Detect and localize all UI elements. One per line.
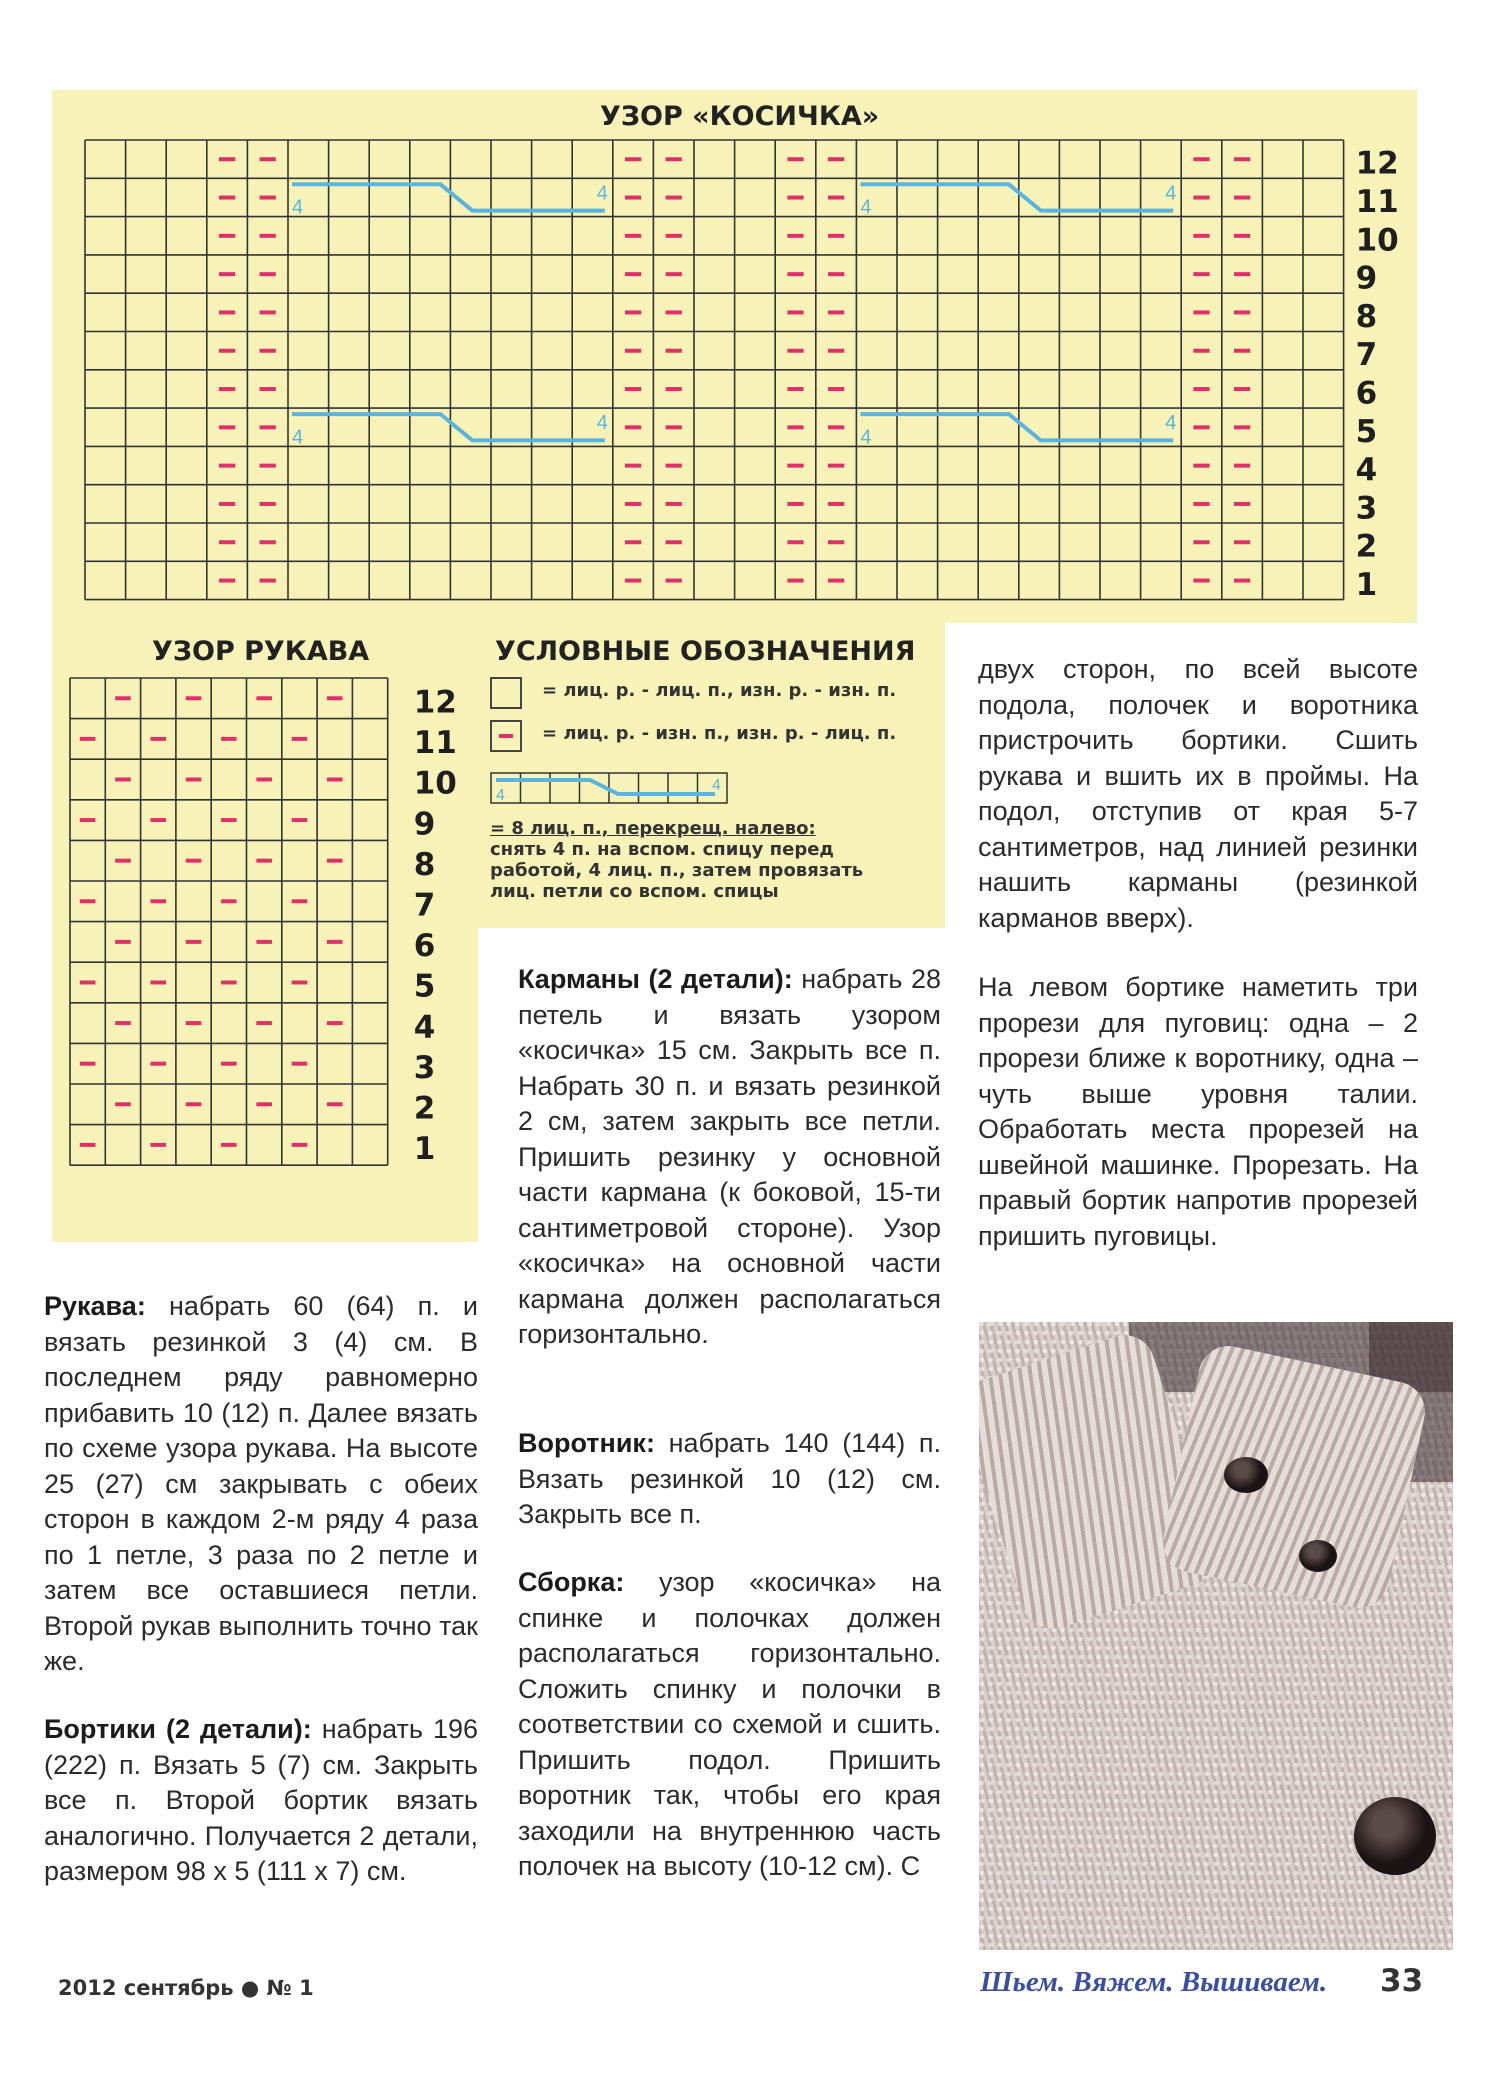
sleeve-purl-mark bbox=[80, 737, 96, 741]
footer-issue: 2012 сентябрь ● № 1 bbox=[58, 1976, 314, 2000]
sleeve-row-label: 4 bbox=[413, 1009, 436, 1046]
kosichka-purl-mark bbox=[828, 272, 844, 276]
photo-button-1 bbox=[1224, 1457, 1268, 1493]
kosichka-purl-mark bbox=[260, 425, 276, 429]
sleeve-row-label: 12 bbox=[413, 684, 457, 721]
kosichka-purl-mark bbox=[666, 272, 682, 276]
sleeve-purl-mark bbox=[150, 1143, 166, 1147]
kosichka-cable-number: 4 bbox=[596, 412, 608, 435]
kosichka-purl-mark bbox=[666, 502, 682, 506]
kosichka-row-label: 9 bbox=[1355, 260, 1378, 297]
sleeve-purl-mark bbox=[327, 1021, 343, 1025]
kosichka-purl-mark bbox=[787, 157, 803, 161]
sleeve-purl-mark bbox=[80, 1143, 96, 1147]
kosichka-purl-mark bbox=[625, 425, 641, 429]
kosichka-purl-mark bbox=[666, 157, 682, 161]
kosichka-purl-mark bbox=[219, 234, 235, 238]
sleeve-purl-mark bbox=[292, 1143, 308, 1147]
kosichka-purl-mark bbox=[1234, 157, 1250, 161]
kosichka-purl-mark bbox=[1193, 540, 1209, 544]
kosichka-purl-mark bbox=[787, 349, 803, 353]
sleeve-purl-mark bbox=[186, 777, 202, 781]
text-right-top-paragraph: двух сторон, по всей высоте подола, полочек и воротника пристрочить бортики. Сшить рукава и вшить их в проймы. На подол, отступив от края 5-7 сантиметров, над линией резинки нашить карманы (резинкой карманов вверх). bbox=[978, 654, 1418, 933]
kosichka-purl-mark bbox=[1193, 349, 1209, 353]
kosichka-purl-mark bbox=[787, 540, 803, 544]
kosichka-purl-mark bbox=[666, 196, 682, 200]
kosichka-purl-mark bbox=[219, 425, 235, 429]
kosichka-purl-mark bbox=[219, 579, 235, 583]
photo-collar-right bbox=[1158, 1341, 1431, 1614]
sleeve-purl-mark bbox=[150, 737, 166, 741]
sleeve-row-label: 3 bbox=[413, 1049, 436, 1086]
kosichka-row-label: 3 bbox=[1355, 490, 1378, 527]
kosichka-purl-mark bbox=[260, 502, 276, 506]
kosichka-cable-line bbox=[860, 184, 1173, 210]
text-right-top bbox=[978, 652, 1418, 936]
kosichka-purl-mark bbox=[260, 464, 276, 468]
sleeve-purl-mark bbox=[150, 899, 166, 903]
text-right-mid bbox=[978, 970, 1418, 1254]
sleeve-purl-mark bbox=[221, 980, 237, 984]
kosichka-purl-mark bbox=[1193, 234, 1209, 238]
sleeve-row-label: 5 bbox=[413, 968, 436, 1005]
legend-cable-line-3: работой, 4 лиц. п., затем провязать bbox=[490, 860, 864, 881]
kosichka-purl-mark bbox=[1193, 157, 1209, 161]
kosichka-cable-number: 4 bbox=[1165, 412, 1177, 435]
sleeve-purl-mark bbox=[150, 818, 166, 822]
sleeve-purl-mark bbox=[186, 940, 202, 944]
kosichka-purl-mark bbox=[219, 196, 235, 200]
sleeve-purl-mark bbox=[292, 980, 308, 984]
kosichka-purl-mark bbox=[625, 234, 641, 238]
legend-cable-number-left: 4 bbox=[496, 787, 505, 804]
sleeve-purl-mark bbox=[327, 777, 343, 781]
kosichka-purl-mark bbox=[828, 502, 844, 506]
sleeve-purl-mark bbox=[327, 696, 343, 700]
sleeve-purl-mark bbox=[80, 980, 96, 984]
photo-button-2 bbox=[1299, 1540, 1337, 1572]
collar-heading: Воротник: bbox=[518, 1428, 655, 1458]
kosichka-cable-number: 4 bbox=[860, 196, 872, 219]
kosichka-purl-mark bbox=[260, 196, 276, 200]
kosichka-purl-mark bbox=[260, 234, 276, 238]
kosichka-purl-mark bbox=[1193, 579, 1209, 583]
kosichka-purl-mark bbox=[666, 310, 682, 314]
kosichka-row-label: 8 bbox=[1355, 298, 1378, 335]
legend-cable-line-1: = 8 лиц. п., перекрещ. налево: bbox=[490, 818, 816, 839]
assembly-heading: Сборка: bbox=[518, 1567, 625, 1597]
kosichka-purl-mark bbox=[1234, 272, 1250, 276]
kosichka-purl-mark bbox=[260, 349, 276, 353]
sleeve-purl-mark bbox=[115, 1021, 131, 1025]
kosichka-purl-mark bbox=[1234, 387, 1250, 391]
text-sleeves bbox=[44, 1289, 478, 1680]
kosichka-purl-mark bbox=[666, 540, 682, 544]
assembly-body: узор «косичка» на спинке и полочках должен располагаться горизонтально. Сложить спинку и полочки в соответствии со схемой и сшить. Пришить подол. Пришить воротник так, чтобы его края заходили на внутреннюю часть полочек на высоту (10-12 см). С bbox=[518, 1567, 941, 1881]
kosichka-cable-line bbox=[292, 184, 605, 210]
sleeve-row-label: 8 bbox=[413, 846, 436, 883]
kosichka-purl-mark bbox=[219, 310, 235, 314]
legend-purl-swatch bbox=[490, 720, 522, 752]
legend-knit-text: = лиц. р. - лиц. п., изн. р. - изн. п. bbox=[542, 680, 897, 701]
kosichka-purl-mark bbox=[1193, 272, 1209, 276]
sleeve-purl-mark bbox=[80, 818, 96, 822]
kosichka-row-label: 6 bbox=[1355, 375, 1378, 412]
sleeve-grid bbox=[70, 678, 388, 1165]
kosichka-purl-mark bbox=[625, 157, 641, 161]
kosichka-purl-mark bbox=[828, 310, 844, 314]
kosichka-purl-mark bbox=[219, 464, 235, 468]
kosichka-purl-mark bbox=[666, 349, 682, 353]
sleeve-purl-mark bbox=[256, 859, 272, 863]
kosichka-cable-number: 4 bbox=[596, 182, 608, 205]
kosichka-row-label: 4 bbox=[1355, 452, 1378, 489]
kosichka-purl-mark bbox=[787, 464, 803, 468]
kosichka-purl-mark bbox=[666, 464, 682, 468]
footer-magazine-name: Шьем. Вяжем. Вышиваем. bbox=[980, 1966, 1328, 1998]
legend-cable-line-4: лиц. петли со вспом. спицы bbox=[490, 881, 779, 902]
pockets-heading: Карманы (2 детали): bbox=[518, 964, 793, 994]
legend-purl-text: = лиц. р. - изн. п., изн. р. - лиц. п. bbox=[542, 723, 897, 744]
kosichka-purl-mark bbox=[219, 502, 235, 506]
sleeve-purl-mark bbox=[327, 940, 343, 944]
footer-page-number: 33 bbox=[1380, 1963, 1424, 1999]
kosichka-purl-mark bbox=[787, 579, 803, 583]
sleeve-purl-mark bbox=[256, 940, 272, 944]
cardigan-photo bbox=[979, 1322, 1453, 1950]
kosichka-purl-mark bbox=[828, 464, 844, 468]
kosichka-purl-mark bbox=[219, 272, 235, 276]
sleeve-purl-mark bbox=[256, 1102, 272, 1106]
kosichka-purl-mark bbox=[260, 540, 276, 544]
sleeve-purl-mark bbox=[80, 899, 96, 903]
kosichka-cable-number: 4 bbox=[292, 196, 304, 219]
legend-purl-mark bbox=[499, 734, 513, 738]
sleeve-purl-mark bbox=[221, 818, 237, 822]
sleeve-row-label: 2 bbox=[413, 1090, 436, 1127]
bands-body: набрать 196 (222) п. Вязать 5 (7) см. Закрыть все п. Второй бортик вязать аналогично. Получается 2 детали, размером 98 х 5 (111 х 7) см. bbox=[44, 1714, 478, 1886]
kosichka-cable-line bbox=[860, 414, 1173, 440]
sleeve-purl-mark bbox=[256, 1021, 272, 1025]
sleeve-purl-mark bbox=[150, 980, 166, 984]
kosichka-purl-mark bbox=[1193, 464, 1209, 468]
kosichka-purl-mark bbox=[260, 387, 276, 391]
sleeve-purl-mark bbox=[115, 696, 131, 700]
kosichka-purl-mark bbox=[666, 425, 682, 429]
kosichka-purl-mark bbox=[828, 349, 844, 353]
kosichka-purl-mark bbox=[787, 502, 803, 506]
kosichka-purl-mark bbox=[219, 349, 235, 353]
sleeves-heading: Рукава: bbox=[44, 1291, 146, 1321]
sleeve-row-label: 1 bbox=[413, 1131, 436, 1168]
sleeve-purl-mark bbox=[292, 1062, 308, 1066]
sleeve-purl-mark bbox=[221, 1143, 237, 1147]
legend-title: УСЛОВНЫЕ ОБОЗНАЧЕНИЯ bbox=[495, 636, 916, 667]
legend-knit-swatch bbox=[490, 677, 522, 709]
kosichka-purl-mark bbox=[828, 425, 844, 429]
kosichka-purl-mark bbox=[787, 234, 803, 238]
kosichka-row-label: 10 bbox=[1355, 222, 1399, 259]
text-right-mid-paragraph: На левом бортике наметить три прорези для пуговиц: одна – 2 прорези ближе к воротнику, одна – чуть выше уровня талии. Обработать места прорезей на швейной машинке. Прорезать. На правый бортик напротив прорезей пришить пуговицы. bbox=[978, 972, 1418, 1251]
kosichka-purl-mark bbox=[625, 196, 641, 200]
kosichka-purl-mark bbox=[1234, 349, 1250, 353]
kosichka-purl-mark bbox=[828, 387, 844, 391]
sleeve-purl-mark bbox=[186, 1102, 202, 1106]
kosichka-purl-mark bbox=[666, 234, 682, 238]
kosichka-purl-mark bbox=[828, 579, 844, 583]
legend-cable-swatch bbox=[490, 772, 730, 806]
kosichka-purl-mark bbox=[828, 196, 844, 200]
kosichka-purl-mark bbox=[787, 272, 803, 276]
kosichka-purl-mark bbox=[1193, 196, 1209, 200]
sleeve-purl-mark bbox=[221, 737, 237, 741]
sleeve-purl-mark bbox=[292, 737, 308, 741]
kosichka-purl-mark bbox=[260, 272, 276, 276]
sleeve-row-label: 9 bbox=[413, 806, 436, 843]
kosichka-purl-mark bbox=[1193, 425, 1209, 429]
text-pockets bbox=[518, 962, 941, 1353]
kosichka-row-label: 12 bbox=[1355, 145, 1399, 182]
kosichka-purl-mark bbox=[260, 157, 276, 161]
sleeve-purl-mark bbox=[186, 1021, 202, 1025]
kosichka-purl-mark bbox=[1234, 540, 1250, 544]
kosichka-purl-mark bbox=[787, 425, 803, 429]
kosichka-purl-mark bbox=[1234, 310, 1250, 314]
kosichka-purl-mark bbox=[625, 579, 641, 583]
kosichka-purl-mark bbox=[625, 387, 641, 391]
kosichka-purl-mark bbox=[1234, 579, 1250, 583]
photo-button-3 bbox=[1354, 1797, 1436, 1875]
kosichka-purl-mark bbox=[219, 157, 235, 161]
sleeve-purl-mark bbox=[186, 859, 202, 863]
kosichka-purl-mark bbox=[260, 579, 276, 583]
sleeve-purl-mark bbox=[292, 899, 308, 903]
sleeve-purl-mark bbox=[256, 777, 272, 781]
sleeve-row-label: 7 bbox=[413, 887, 436, 924]
legend-cable-number-right: 4 bbox=[712, 777, 721, 794]
kosichka-row-label: 11 bbox=[1355, 184, 1399, 221]
sleeve-purl-mark bbox=[327, 859, 343, 863]
pockets-body: набрать 28 петель и вязать узором «косичка» 15 см. Закрыть все п. Набрать 30 п. и вязать резинкой 2 см, затем закрыть все петли. Пришить резинку у основной части кармана (к боковой, 15-ти сантиметровой стороне). Узор «косичка» на основной части кармана должен располагаться горизонтально. bbox=[518, 964, 941, 1349]
kosichka-cable-number: 4 bbox=[292, 426, 304, 449]
sleeve-chart-title: УЗОР РУКАВА bbox=[152, 636, 370, 667]
kosichka-purl-mark bbox=[625, 349, 641, 353]
kosichka-purl-mark bbox=[625, 310, 641, 314]
kosichka-purl-mark bbox=[828, 540, 844, 544]
sleeve-purl-mark bbox=[221, 1062, 237, 1066]
bands-heading: Бортики (2 детали): bbox=[44, 1714, 312, 1744]
sleeve-purl-mark bbox=[256, 696, 272, 700]
kosichka-purl-mark bbox=[219, 540, 235, 544]
kosichka-purl-mark bbox=[1193, 387, 1209, 391]
kosichka-purl-mark bbox=[1234, 425, 1250, 429]
kosichka-cable-line bbox=[292, 414, 605, 440]
kosichka-cable-number: 4 bbox=[860, 426, 872, 449]
legend-cable-line-2: снять 4 п. на вспом. спицу перед bbox=[490, 839, 834, 860]
text-assembly bbox=[518, 1565, 941, 1885]
kosichka-purl-mark bbox=[1193, 310, 1209, 314]
collar-body: набрать 140 (144) п. Вязать резинкой 10 (12) см. Закрыть все п. bbox=[518, 1428, 941, 1529]
kosichka-purl-mark bbox=[666, 387, 682, 391]
kosichka-purl-mark bbox=[787, 196, 803, 200]
kosichka-purl-mark bbox=[1234, 502, 1250, 506]
sleeve-purl-mark bbox=[150, 1062, 166, 1066]
sleeve-purl-mark bbox=[115, 777, 131, 781]
kosichka-purl-mark bbox=[1234, 234, 1250, 238]
sleeve-chart bbox=[70, 678, 470, 1178]
sleeve-purl-mark bbox=[115, 940, 131, 944]
kosichka-cable-number: 4 bbox=[1165, 182, 1177, 205]
kosichka-purl-mark bbox=[666, 579, 682, 583]
kosichka-purl-mark bbox=[625, 464, 641, 468]
kosichka-purl-mark bbox=[625, 540, 641, 544]
kosichka-purl-mark bbox=[828, 234, 844, 238]
sleeve-row-label: 6 bbox=[413, 928, 436, 965]
sleeves-body: набрать 60 (64) п. и вязать резинкой 3 (4) см. В последнем ряду равномерно прибавить 10 (12) п. Далее вязать по схеме узора рукава. На высоте 25 (27) см закрывать с обеих сторон в каждом 2-м ряду 4 раза по 1 петле, 3 раза по 2 петле и затем все оставшиеся петли. Второй рукав выполнить точно так же. bbox=[44, 1291, 478, 1676]
kosichka-purl-mark bbox=[828, 157, 844, 161]
kosichka-purl-mark bbox=[625, 502, 641, 506]
kosichka-purl-mark bbox=[1193, 502, 1209, 506]
sleeve-purl-mark bbox=[115, 859, 131, 863]
kosichka-purl-mark bbox=[219, 387, 235, 391]
kosichka-purl-mark bbox=[787, 310, 803, 314]
sleeve-row-label: 10 bbox=[413, 765, 457, 802]
kosichka-row-label: 7 bbox=[1355, 337, 1378, 374]
text-bands bbox=[44, 1712, 478, 1890]
kosichka-row-label: 5 bbox=[1355, 413, 1378, 450]
sleeve-purl-mark bbox=[221, 899, 237, 903]
kosichka-chart bbox=[85, 140, 1425, 610]
sleeve-purl-mark bbox=[327, 1102, 343, 1106]
kosichka-purl-mark bbox=[787, 387, 803, 391]
sleeve-purl-mark bbox=[80, 1062, 96, 1066]
sleeve-purl-mark bbox=[115, 1102, 131, 1106]
kosichka-purl-mark bbox=[1234, 196, 1250, 200]
kosichka-purl-mark bbox=[260, 310, 276, 314]
sleeve-purl-mark bbox=[292, 818, 308, 822]
kosichka-purl-mark bbox=[1234, 464, 1250, 468]
sleeve-row-label: 11 bbox=[413, 725, 457, 762]
sleeve-purl-mark bbox=[186, 696, 202, 700]
kosichka-purl-mark bbox=[625, 272, 641, 276]
kosichka-row-label: 1 bbox=[1355, 567, 1378, 604]
text-collar bbox=[518, 1426, 941, 1533]
kosichka-row-label: 2 bbox=[1355, 528, 1378, 565]
kosichka-chart-title: УЗОР «КОСИЧКА» bbox=[600, 101, 880, 132]
